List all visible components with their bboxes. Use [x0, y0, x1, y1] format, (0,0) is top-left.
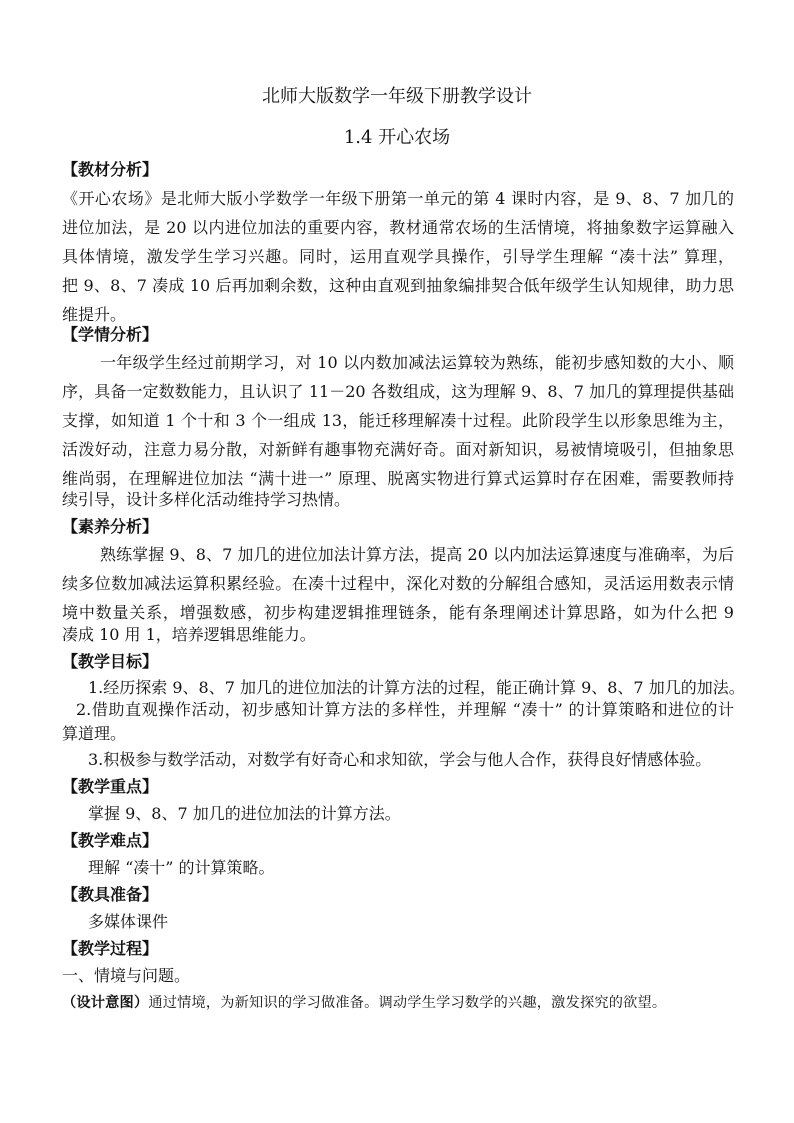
paragraph-line: 序，具备一定数数能力，且认识了 11－20 各数组成，这为理解 9、8、7 加几的算理提供基础: [62, 382, 734, 401]
document-title: 北师大版数学一年级下册教学设计: [262, 86, 532, 107]
paragraph-line: 支撑，如知道 1 个十和 3 个一组成 13，能迁移理解凑十过程。此阶段学生以形象思维为主，: [62, 411, 734, 430]
paragraph-line: 续多位数加减法运算积累经验。在凑十过程中，深化对数的分解组合感知，灵活运用数表示情: [62, 574, 734, 593]
heading-difficult-point: 【教学难点】: [62, 831, 159, 850]
goal-item: 1.经历探索 9、8、7 加几的进位加法的计算方法的过程，能正确计算 9、8、7 加几的加法。: [88, 678, 745, 697]
design-intent-label: （设计意图）: [62, 995, 149, 1011]
heading-literacy-analysis: 【素养分析】: [62, 517, 159, 536]
goal-item: 算道理。: [62, 724, 127, 743]
heading-student-analysis: 【学情分析】: [62, 325, 159, 344]
goal-item: 3.积极参与数学活动，对数学有好奇心和求知欲，学会与他人合作，获得良好情感体验。: [88, 750, 712, 769]
paragraph-line: 一年级学生经过前期学习，对 10 以内数加减法运算较为熟练，能初步感知数的大小、顺: [100, 353, 734, 372]
heading-teaching-goals: 【教学目标】: [62, 652, 159, 671]
design-intent-note: [62, 992, 734, 1012]
paragraph-line: 凑成 10 用 1，培养逻辑思维能力。: [62, 625, 316, 644]
difficult-point-text: 理解 “凑十” 的计算策略。: [88, 858, 275, 877]
process-step-title: 一、情境与问题。: [62, 966, 191, 985]
heading-teaching-tools: 【教具准备】: [62, 885, 159, 904]
heading-material-analysis: 【教材分析】: [62, 160, 159, 179]
heading-key-point: 【教学重点】: [62, 777, 159, 796]
paragraph-line: 具体情境，激发学生学习兴趣。同时，运用直观学具操作，引导学生理解 “凑十法” 算理，: [62, 247, 734, 266]
lesson-title: 1.4 开心农场: [343, 127, 451, 148]
goal-item: 2.借助直观操作活动，初步感知计算方法的多样性，并理解 “凑十” 的计算策略和进位的计: [76, 700, 734, 719]
key-point-text: 掌握 9、8、7 加几的进位加法的计算方法。: [88, 804, 401, 823]
paragraph-line: 熟练掌握 9、8、7 加几的进位加法计算方法，提高 20 以内加法运算速度与准确率，为后: [100, 545, 734, 564]
paragraph-line: 活泼好动，注意力易分散，对新鲜有趣事物充满好奇。面对新知识，易被情境吸引，但抽象思: [62, 440, 734, 459]
paragraph-line: 进位加法，是 20 以内进位加法的重要内容，教材通常农场的生活情境，将抽象数字运算融入: [62, 218, 734, 237]
paragraph-line: 续引导，设计多样化活动维持学习热情。: [62, 490, 351, 509]
paragraph-line: 维提升。: [62, 305, 127, 324]
paragraph-line: 《开心农场》是北师大版小学数学一年级下册第一单元的第 4 课时内容，是 9、8、7 加几的: [62, 189, 734, 208]
heading-teaching-process: 【教学过程】: [62, 939, 159, 958]
design-intent-text: 通过情境，为新知识的学习做准备。调动学生学习数学的兴趣，激发探究的欲望。: [148, 995, 667, 1011]
paragraph-line: 境中数量关系，增强数感，初步构建逻辑推理链条，能有条理阐述计算思路，如为什么把 9: [62, 603, 734, 622]
teaching-tools-text: 多媒体课件: [88, 912, 169, 931]
paragraph-line: 把 9、8、7 凑成 10 后再加剩余数，这种由直观到抽象编排契合低年级学生认知规律，助力思: [62, 276, 734, 295]
paragraph-line: 维尚弱，在理解进位加法 “满十进一” 原理、脱离实物进行算式运算时存在困难，需要教师持: [62, 469, 734, 488]
